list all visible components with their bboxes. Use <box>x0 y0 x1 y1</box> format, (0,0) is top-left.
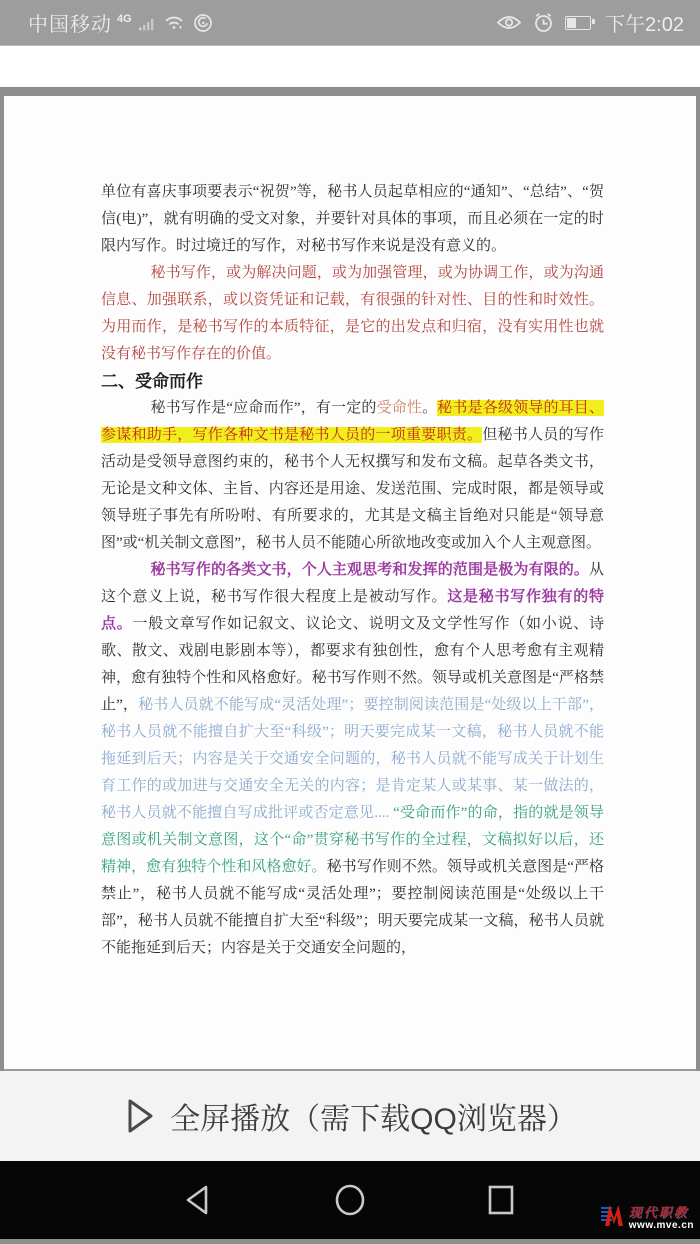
p4-run-black-2: 一般文章写作如记叙文、议论文、说明文及文学性写作（如小说、诗歌、散文、戏剧电影剧本等），都要求有独创性，愈有个人思考愈有主观精神，愈有独特个性和风格愈好。秘书写作则不然。领导或机关意图是“严格禁止”， <box>101 616 604 713</box>
carrier-label: 中国移动 <box>28 14 112 36</box>
watermark-name: 现代职教 <box>628 1204 689 1220</box>
p4-run-black-3: 秘书写作则不然。领导或机关意图是“严格禁止”，秘书人员就不能写成“灵活处理”；要控制阅读范围是“处级以上干部”，秘书人员就不能擅自扩大至“科级”；明天要完成某一文稿，秘书人员就不能拖延到后天；内容是关于交通安全问题的， <box>101 859 604 956</box>
p4-run-lightblue: 秘书人员就不能写成“灵活处理”；要控制阅读范围是“处级以上干部”，秘书人员就不能擅自扩大至“科级”；明天要完成某一文稿，秘书人员就不能拖延到后天；内容是关于交通安全问题的，秘书人员就不能写成关于计划生育工作的或加进与交通安全无关的内容；是肯定某人或某事、某一做法的，秘书人员就不能擅自写成批评或否定意见.... <box>101 697 604 821</box>
back-button[interactable] <box>183 1183 215 1217</box>
home-button[interactable] <box>333 1183 367 1217</box>
status-bar-right <box>496 8 684 37</box>
p4-run-purple-1: 秘书写作的各类文书，个人主观思考和发挥的范围是极为有限的。 <box>150 562 589 578</box>
play-outline-icon <box>123 1097 157 1135</box>
alarm-clock-icon <box>533 12 554 33</box>
p3-run-orange: 受命性 <box>376 400 423 416</box>
play-bar-label: 全屏播放（需下载QQ浏览器） <box>170 1103 577 1136</box>
wifi-icon <box>164 14 186 31</box>
watermark <box>601 1204 694 1232</box>
viewer-gap <box>0 89 700 96</box>
paragraph-4 <box>101 557 604 962</box>
android-nav-bar <box>0 1161 700 1239</box>
network-type-label: 4G <box>117 13 132 25</box>
p3-run-highlighted: 秘书是各级领导的耳目、参谋和助手，写作各种文书是秘书人员的一项重要职责。 <box>101 400 604 443</box>
status-bar <box>0 0 700 45</box>
blank-toolbar <box>0 45 700 89</box>
document-content <box>101 179 604 962</box>
clock-label: 下午2:02 <box>605 14 684 36</box>
paragraph-1: 单位有喜庆事项要表示“祝贺”等，秘书人员起草相应的“通知”、“总结”、“贺信(电)”，就有明确的受文对象，并要针对具体的事项，而且必须在一定的时限内写作。时过境迁的写作，对秘书写作来说是没有意义的。 <box>101 184 604 254</box>
p4-run-black-1: 从这个意义上说，秘书写作很大程度上是被动写作。 <box>101 562 604 605</box>
watermark-text <box>629 1206 694 1231</box>
document-page <box>4 96 696 1071</box>
battery-icon <box>565 16 591 30</box>
p3-run-black-2: 。 <box>422 400 438 416</box>
netease-music-icon <box>193 13 213 33</box>
p3-run-black-3: 但秘书人员的写作活动是受领导意图约束的，秘书个人无权撰写和发布文稿。起草各类文书，无论是文种文体、主旨、内容还是用途、发送范围、完成时限，都是领导或领导班子事先有所吩咐、有所要求的，尤其是文稿主旨绝对只能是“领导意图”或“机关制文意图”，秘书人员不能随心所欲地改变或加入个人主观意图。 <box>101 427 604 551</box>
fullscreen-play-button[interactable] <box>0 1071 700 1161</box>
section-heading: 二、受命而作 <box>101 372 203 391</box>
watermark-logo-icon <box>601 1204 625 1232</box>
p4-run-green: “受命而作”的命，指的就是领导意图或机关制文意图，这个“命”贯穿秘书写作的全过程，文稿拟好以后，还精神，愈有独特个性和风格愈好。 <box>101 805 604 875</box>
signal-bars-icon <box>139 15 157 31</box>
document-viewer[interactable] <box>0 96 700 1071</box>
p3-run-black-1: 秘书写作是“应命而作”，有一定的 <box>150 400 377 416</box>
watermark-url: www.mve.cn <box>628 1219 694 1231</box>
status-bar-left <box>28 8 213 37</box>
p4-run-purple-2: 这是秘书写作独有的特点。 <box>101 589 604 632</box>
eye-protection-icon <box>496 14 522 31</box>
recents-button[interactable] <box>485 1183 517 1217</box>
battery-fill <box>567 18 576 28</box>
paragraph-3 <box>101 395 604 557</box>
paragraph-2: 秘书写作，或为解决问题，或为加强管理，或为协调工作，或为沟通信息、加强联系，或以资凭证和记载，有很强的针对性、目的性和时效性。为用而作，是秘书写作的本质特征，是它的出发点和归宿，没有实用性也就没有秘书写作存在的价值。 <box>101 265 604 362</box>
